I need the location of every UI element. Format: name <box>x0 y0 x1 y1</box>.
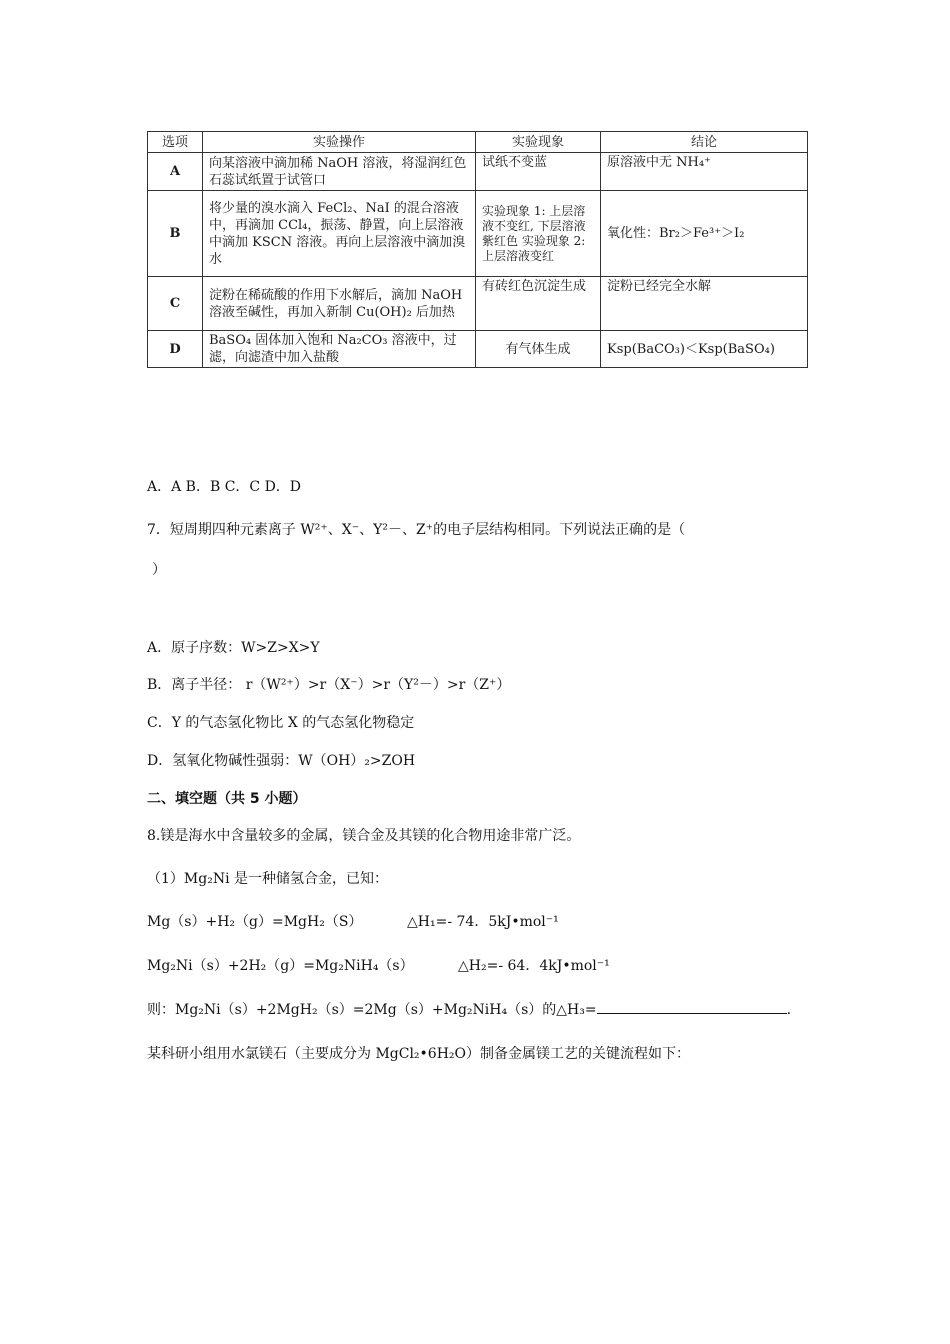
row-option: C <box>148 277 203 331</box>
q7-choice-a: A．原子序数：W>Z>X>Y <box>147 640 320 656</box>
header-phenomenon: 实验现象 <box>476 132 601 153</box>
row-operation: BaSO₄ 固体加入饱和 Na₂CO₃ 溶液中，过滤，向滤渣中加入盐酸 <box>203 331 476 368</box>
row-phenomenon: 有砖红色沉淀生成 <box>476 277 601 331</box>
row-conclusion: 原溶液中无 NH₄⁺ <box>601 153 808 191</box>
row-operation: 向某溶液中滴加稀 NaOH 溶液，将湿润红色石蕊试纸置于试管口 <box>203 153 476 191</box>
q8-flow-intro: 某科研小组用水氯镁石（主要成分为 MgCl₂•6H₂O）制备金属镁工艺的关键流程如下： <box>147 1046 691 1062</box>
q7-choice-b: B．离子半径： r（W²⁺）>r（X⁻）>r（Y²－）>r（Z⁺） <box>147 677 511 693</box>
q8-question-end: ． <box>786 1002 801 1018</box>
q8-question-text: 则：Mg₂Ni（s）+2MgH₂（s）=2Mg（s）+Mg₂NiH₄（s）的△H₃= <box>147 1002 597 1018</box>
q8-enthalpy-1: △H₁=- 74．5kJ•mol⁻¹ <box>407 914 559 930</box>
table-row <box>148 191 808 277</box>
q7-choice-c: C．Y 的气态氢化物比 X 的气态氢化物稳定 <box>147 715 415 731</box>
answer-blank[interactable] <box>597 999 787 1014</box>
row-option: D <box>148 331 203 368</box>
q8-stem: 8.镁是海水中含量较多的金属，镁合金及其镁的化合物用途非常广泛。 <box>147 828 581 844</box>
q7-choice-d: D．氢氧化物碱性强弱：W（OH）₂>ZOH <box>147 753 416 769</box>
row-conclusion: 氧化性：Br₂＞Fe³⁺＞I₂ <box>601 191 808 277</box>
header-option: 选项 <box>148 132 203 153</box>
row-conclusion: Ksp(BaCO₃)＜Ksp(BaSO₄) <box>601 331 808 368</box>
q8-equation-2: Mg₂Ni（s）+2H₂（g）=Mg₂NiH₄（s） <box>147 958 414 974</box>
row-operation: 淀粉在稀硫酸的作用下水解后，滴加 NaOH 溶液至碱性，再加入新制 Cu(OH)₂ 后加热 <box>203 277 476 331</box>
q8-equation-1: Mg（s）+H₂（g）=MgH₂（S） <box>147 914 363 930</box>
row-phenomenon: 试纸不变蓝 <box>476 153 601 191</box>
row-conclusion: 淀粉已经完全水解 <box>601 277 808 331</box>
table-row <box>148 331 808 368</box>
table-row <box>148 277 808 331</box>
row-option: A <box>148 153 203 191</box>
q7-stem: 7．短周期四种元素离子 W²⁺、X⁻、Y²－、Z⁺的电子层结构相同。下列说法正确的是（ <box>147 522 686 538</box>
header-conclusion: 结论 <box>601 132 808 153</box>
q8-part1: （1）Mg₂Ni 是一种储氢合金，已知： <box>147 871 388 887</box>
row-operation: 将少量的溴水滴入 FeCl₂、NaI 的混合溶液中，再滴加 CCl₄，振荡、静置，向上层溶液中滴加 KSCN 溶液。再向上层溶液中滴加溴水 <box>203 191 476 277</box>
header-operation: 实验操作 <box>203 132 476 153</box>
section-title: 二、填空题（共 5 小题） <box>147 791 307 807</box>
q8-enthalpy-2: △H₂=- 64．4kJ•mol⁻¹ <box>458 958 610 974</box>
q8-question <box>147 999 801 1019</box>
table-row <box>148 153 808 191</box>
row-option: B <box>148 191 203 277</box>
q7-stem-end: ） <box>152 562 166 578</box>
row-phenomenon: 实验现象 1: 上层溶液不变红, 下层溶液紫红色 实验现象 2: 上层溶液变红 <box>476 191 601 277</box>
table-header-row <box>148 132 808 153</box>
row-phenomenon: 有气体生成 <box>476 331 601 368</box>
q6-choices: A．A B．B C．C D．D <box>147 479 302 495</box>
experiment-table <box>147 131 808 368</box>
